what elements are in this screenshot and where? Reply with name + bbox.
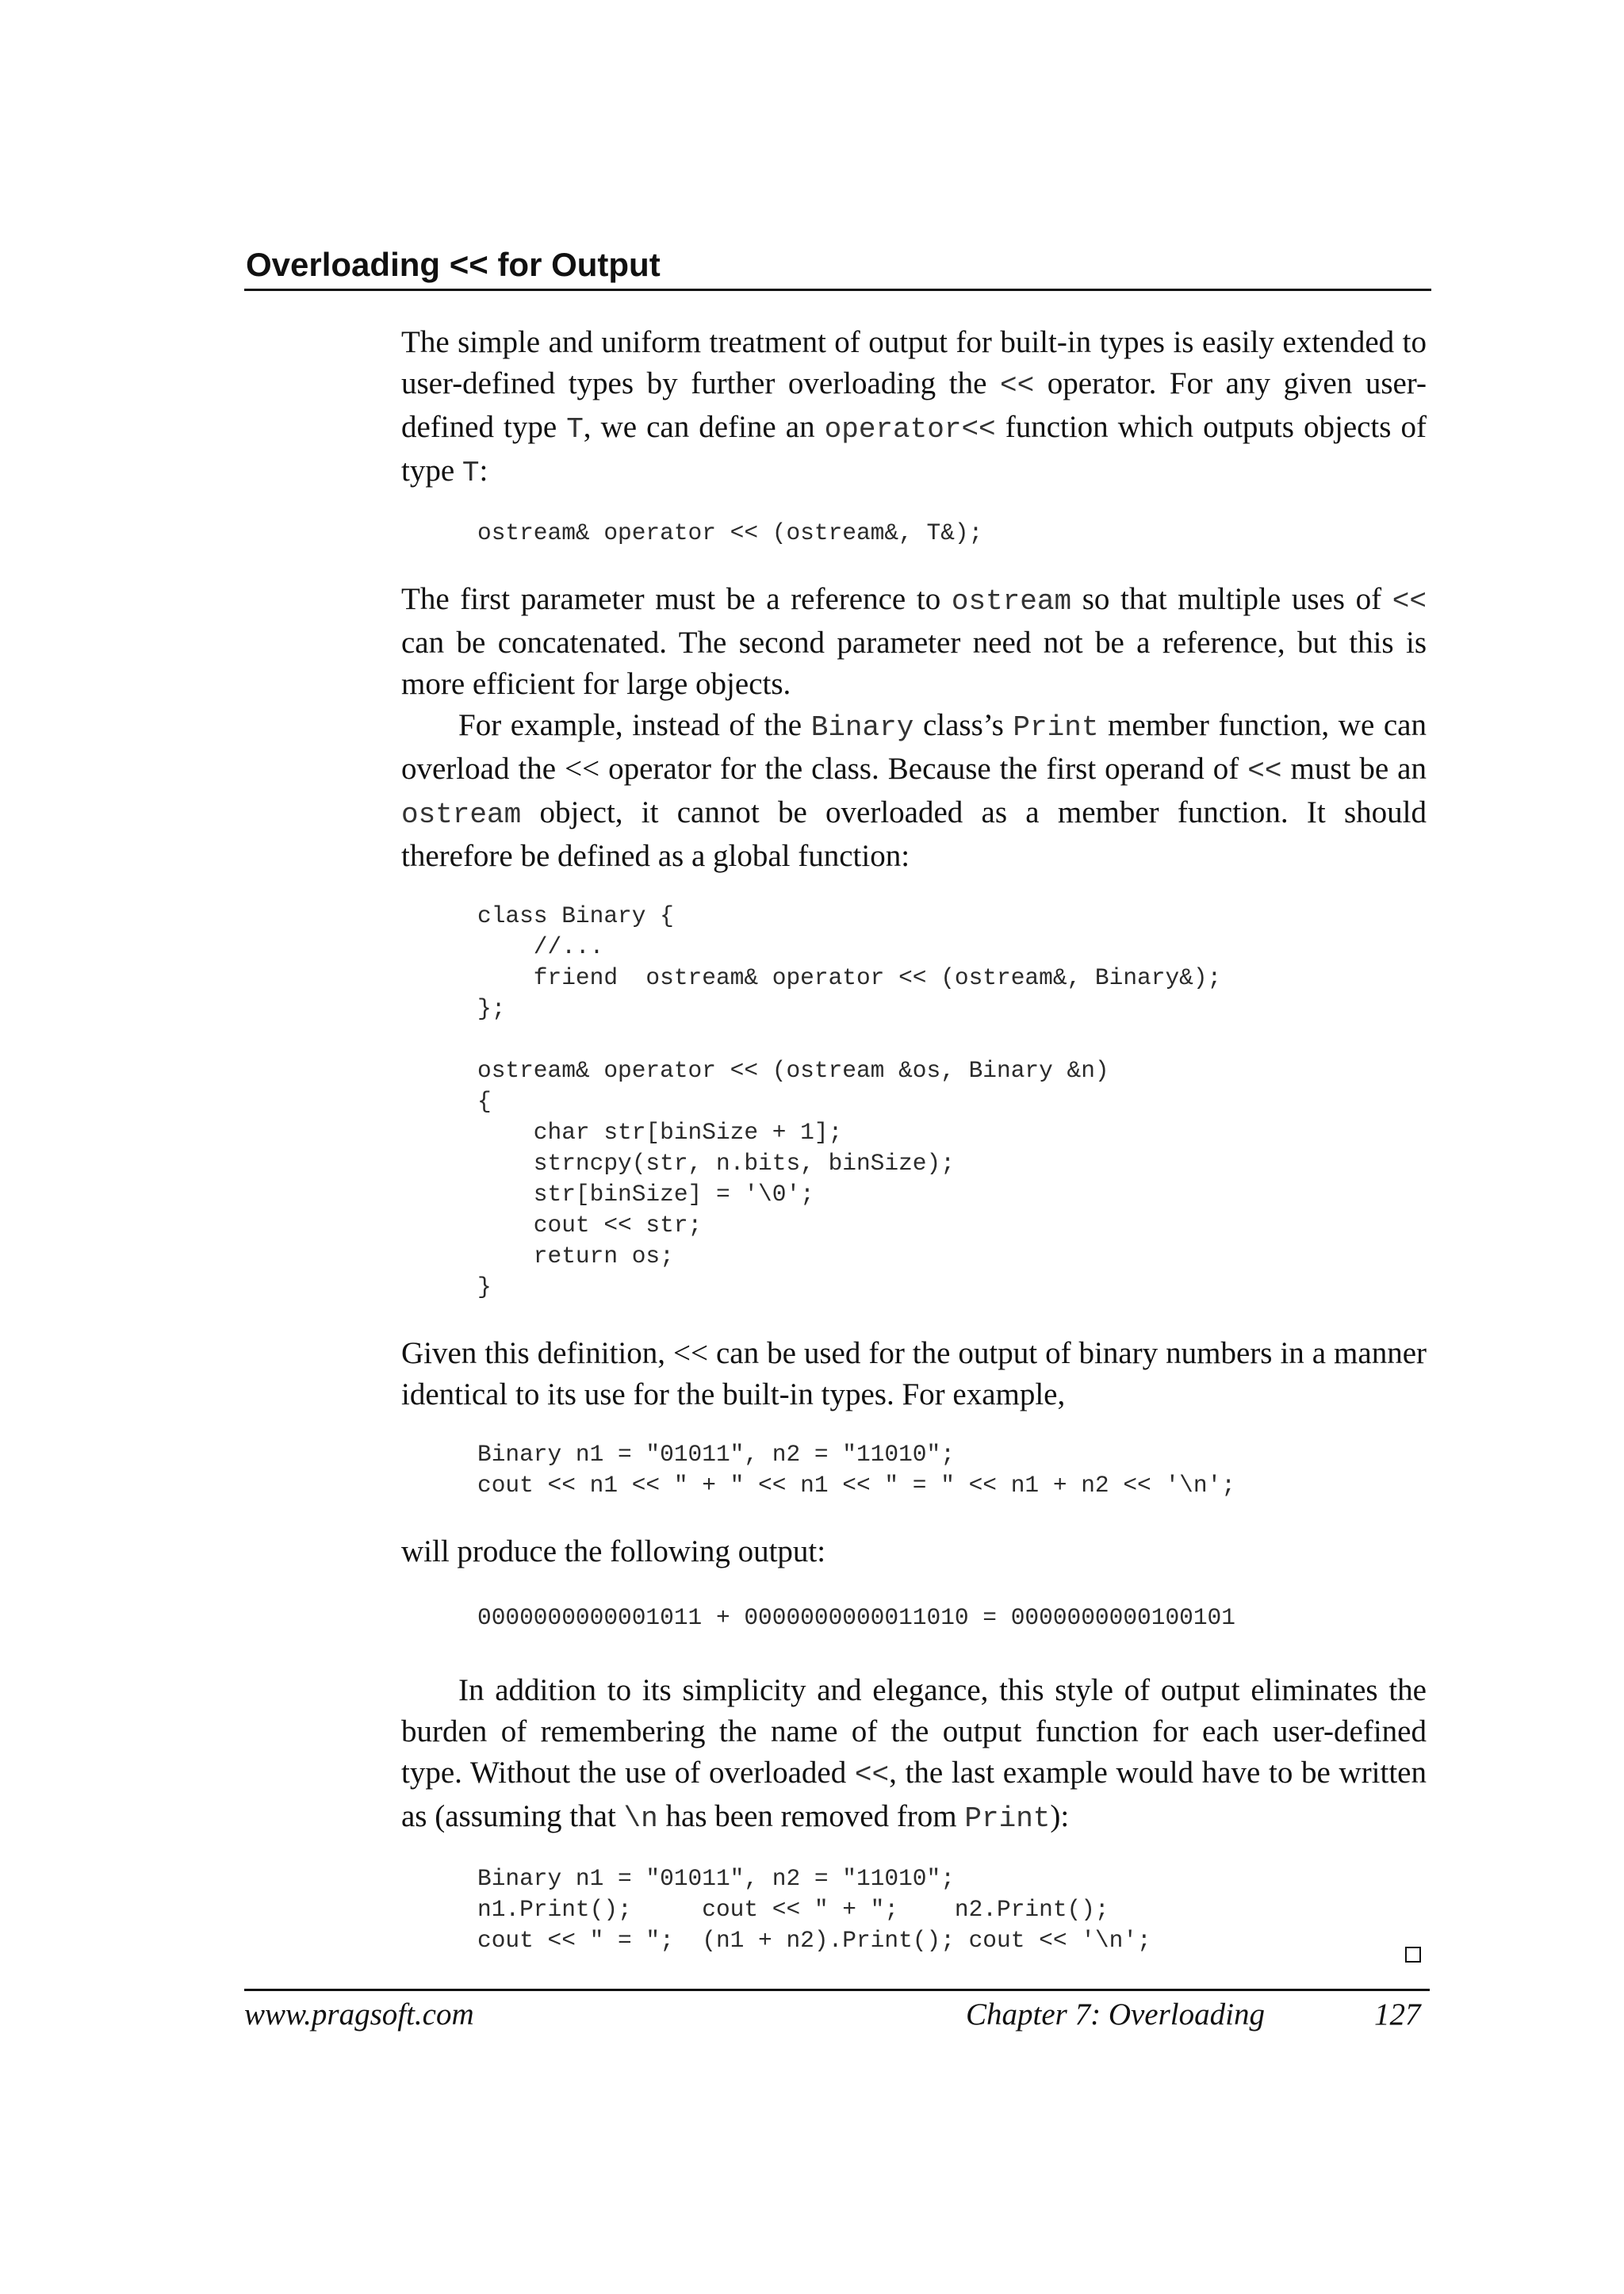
end-of-section-square-icon [1405,1947,1421,1963]
code-operator-definition: ostream& operator << (ostream &os, Binary &n) { char str[binSize + 1]; strncpy(str, n.bits, binSize); str[binSize] = '\0'; cout << str; return os; } [477,1057,1109,1300]
code-operator-signature: ostream& operator << (ostream&, T&); [477,519,983,546]
paragraph-simplicity: In addition to its simplicity and elegance, this style of output eliminates the burden of remembering the name of the output function for each user-defined type. Without the use of overloaded <<, the last example would have to be written as (assuming that \n has been removed from Print): [401,1673,1427,1835]
paragraph-intro: The simple and uniform treatment of output for built-in types is easily extended to user-defined types by further overloading the << operator. For any given user-defined type T, we can define an operator<< function which outputs objects of type T: [401,325,1427,489]
footer-website: www.pragsoft.com [244,1997,474,2032]
code-output-result: 0000000000001011 + 0000000000011010 = 0000000000100101 [477,1604,1235,1631]
footer-chapter: Chapter 7: Overloading [966,1997,1265,2032]
paragraph-given-definition: Given this definition, << can be used for the output of binary numbers in a manner identical to its use for the built-in types. For example, [401,1336,1427,1411]
section-heading: Overloading << for Output [244,243,1431,291]
body-column [401,322,1427,1956]
paragraph-output-intro: will produce the following output: [401,1534,826,1568]
footer-rule [244,1989,1430,1991]
code-binary-class: class Binary { //... friend ostream& operator << (ostream&, Binary&); }; [477,902,1222,1022]
code-print-alternative: Binary n1 = "01011", n2 = "11010"; n1.Print(); cout << " + "; n2.Print(); cout << " = "; (n1 + n2).Print(); cout << '\n'; [477,1865,1151,1954]
paragraph-first-parameter: The first parameter must be a reference to ostream so that multiple uses of << can be concatenated. The second parameter need not be a reference, but this is more efficient for large objects. [401,582,1427,701]
code-usage-example: Binary n1 = "01011", n2 = "11010"; cout << n1 << " + " << n1 << " = " << n1 + n2 << '\n'; [477,1441,1235,1499]
paragraph-binary-example: For example, instead of the Binary class’s Print member function, we can overload the << operator for the class. Because the first operand of << must be an ostream object, it cannot be overloaded as a member function. It should therefore be defined as a global function: [401,708,1427,873]
footer-page-number: 127 [1374,1997,1421,2032]
